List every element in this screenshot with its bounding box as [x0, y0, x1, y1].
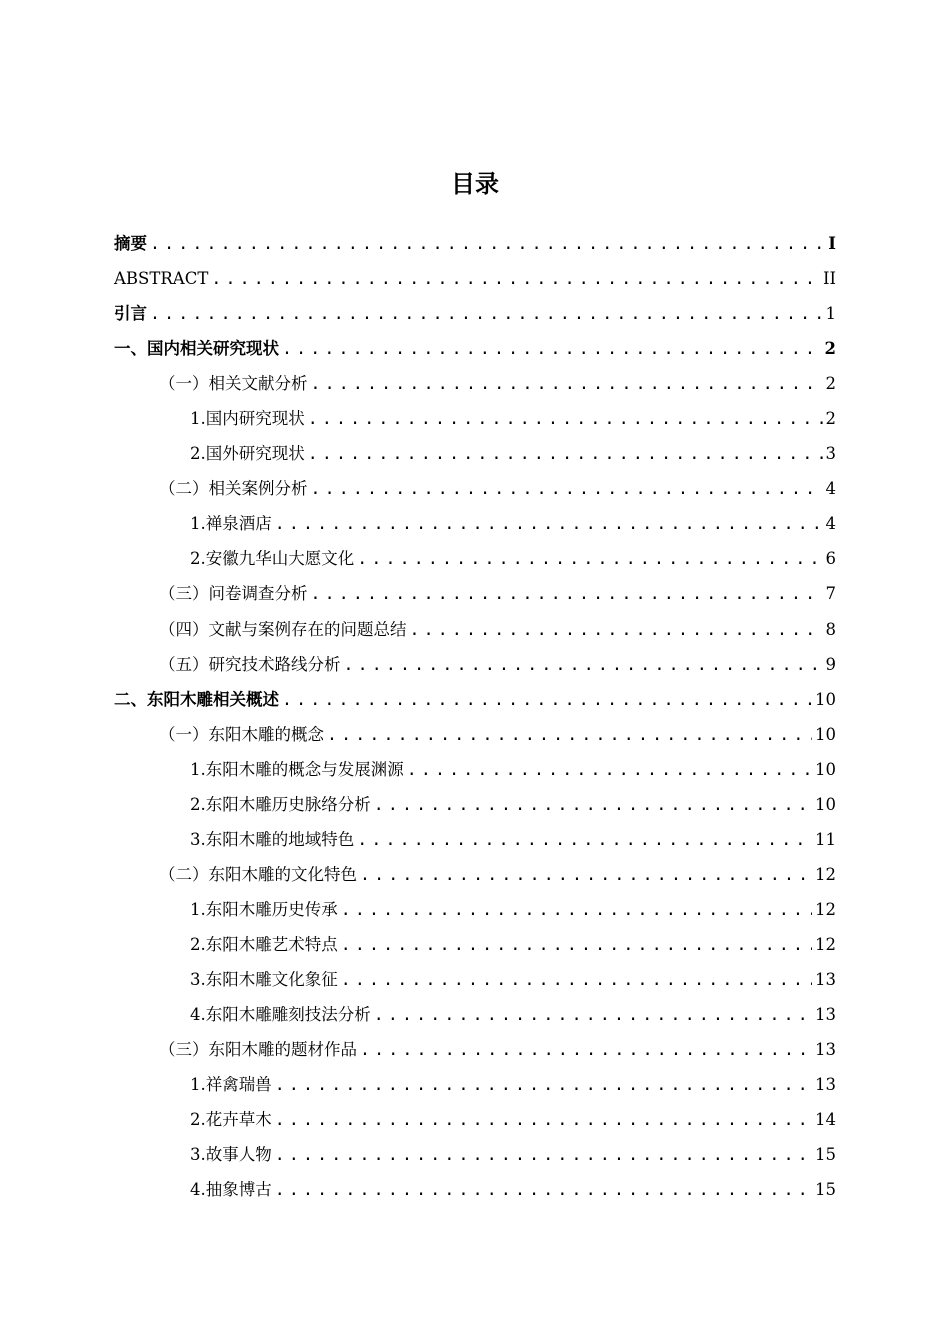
toc-entry[interactable] — [114, 825, 836, 860]
toc-entry[interactable] — [114, 439, 836, 474]
toc-entry-label: 摘要 — [114, 234, 147, 253]
toc-entry[interactable] — [114, 1000, 836, 1035]
toc-leader-dots — [407, 755, 812, 785]
toc-entry-label: 1.东阳木雕的概念与发展渊源 — [190, 759, 404, 779]
toc-entry-page: 15 — [815, 1180, 836, 1200]
toc-entry[interactable] — [114, 474, 836, 509]
toc-entry-label: 4.东阳木雕雕刻技法分析 — [190, 1005, 371, 1025]
toc-entry[interactable] — [114, 790, 836, 825]
toc-entry[interactable] — [114, 1175, 836, 1210]
toc-entry-label: 4.抽象博古 — [190, 1180, 272, 1200]
toc-entry-label: 一、国内相关研究现状 — [114, 339, 279, 359]
toc-leader-dots — [357, 544, 822, 574]
toc-entry-page: 10 — [815, 794, 836, 814]
toc-entry[interactable] — [114, 229, 836, 264]
toc-leader-dots — [344, 650, 823, 680]
toc-entry[interactable] — [114, 685, 836, 720]
toc-leader-dots — [360, 860, 812, 890]
toc-leader-dots — [282, 334, 822, 364]
toc-entry[interactable] — [114, 965, 836, 1000]
toc-entry[interactable] — [114, 264, 836, 299]
toc-leader-dots — [374, 1000, 812, 1030]
toc-entry-label: （四）文献与案例存在的问题总结 — [159, 619, 407, 639]
toc-entry-page: 12 — [815, 864, 836, 884]
toc-entry-page: 1 — [825, 304, 836, 324]
toc-leader-dots — [311, 579, 823, 609]
toc-leader-dots — [150, 229, 825, 259]
toc-entry-label: （三）问卷调查分析 — [159, 584, 308, 604]
toc-leader-dots — [275, 1070, 812, 1100]
toc-leader-dots — [282, 685, 812, 715]
toc-entry-page: 3 — [825, 444, 836, 464]
toc-entry[interactable] — [114, 369, 836, 404]
toc-entry[interactable] — [114, 755, 836, 790]
toc-entry-label: 2.东阳木雕历史脉络分析 — [190, 794, 371, 814]
toc-entry-page: 2 — [825, 374, 836, 394]
toc-entry[interactable] — [114, 895, 836, 930]
toc-leader-dots — [311, 369, 823, 399]
toc-entry[interactable] — [114, 1070, 836, 1105]
toc-entry-label: （一）东阳木雕的概念 — [159, 724, 324, 744]
table-of-contents — [114, 229, 836, 1210]
toc-entry-label: 3.东阳木雕的地域特色 — [190, 829, 355, 849]
toc-entry-page: 10 — [815, 689, 836, 709]
toc-entry-label: 2.东阳木雕艺术特点 — [190, 934, 338, 954]
toc-entry-label: 2.花卉草木 — [190, 1110, 272, 1130]
toc-leader-dots — [211, 264, 820, 294]
toc-leader-dots — [308, 439, 823, 469]
toc-entry[interactable] — [114, 650, 836, 685]
toc-entry-page: 13 — [815, 969, 836, 989]
toc-leader-dots — [357, 825, 812, 855]
toc-entry-page: 8 — [825, 619, 836, 639]
toc-entry-page: 9 — [825, 654, 836, 674]
toc-entry-page: 13 — [815, 1075, 836, 1095]
toc-leader-dots — [341, 895, 812, 925]
toc-leader-dots — [311, 474, 823, 504]
toc-entry-page: 7 — [825, 584, 836, 604]
toc-leader-dots — [275, 1175, 812, 1205]
toc-entry-page: I — [828, 234, 836, 253]
toc-entry-label: 3.故事人物 — [190, 1145, 272, 1165]
toc-entry[interactable] — [114, 930, 836, 965]
toc-entry-page: 12 — [815, 934, 836, 954]
toc-entry[interactable] — [114, 299, 836, 334]
toc-entry-page: 2 — [825, 409, 836, 429]
toc-entry-label: 1.国内研究现状 — [190, 409, 305, 429]
page-title: 目录 — [451, 170, 499, 198]
toc-entry-page: 10 — [815, 759, 836, 779]
toc-entry-label: 2.安徽九华山大愿文化 — [190, 549, 355, 569]
toc-entry[interactable] — [114, 544, 836, 579]
toc-entry-label: 2.国外研究现状 — [190, 444, 305, 464]
toc-entry-page: 12 — [815, 899, 836, 919]
toc-leader-dots — [327, 720, 812, 750]
toc-entry[interactable] — [114, 334, 836, 369]
toc-entry-label: （二）东阳木雕的文化特色 — [159, 864, 357, 884]
toc-entry-label: 1.禅泉酒店 — [190, 514, 272, 534]
toc-entry[interactable] — [114, 579, 836, 614]
toc-entry-label: （五）研究技术路线分析 — [159, 654, 341, 674]
toc-leader-dots — [308, 404, 823, 434]
toc-entry-label: 1.东阳木雕历史传承 — [190, 899, 338, 919]
toc-entry-page: 6 — [825, 549, 836, 569]
toc-entry-page: 2 — [824, 339, 836, 359]
toc-entry-page: 10 — [815, 724, 836, 744]
toc-entry-label: （二）相关案例分析 — [159, 479, 308, 499]
toc-entry-page: 14 — [815, 1110, 836, 1130]
toc-leader-dots — [410, 615, 823, 645]
toc-entry-label: （一）相关文献分析 — [159, 374, 308, 394]
toc-leader-dots — [341, 965, 812, 995]
toc-entry-label: 3.东阳木雕文化象征 — [190, 969, 338, 989]
toc-leader-dots — [275, 1105, 812, 1135]
toc-entry-label: 引言 — [114, 304, 147, 324]
toc-leader-dots — [360, 1035, 812, 1065]
toc-entry-page: 11 — [815, 829, 836, 849]
toc-leader-dots — [374, 790, 812, 820]
toc-entry-label: （三）东阳木雕的题材作品 — [159, 1040, 357, 1060]
toc-leader-dots — [275, 509, 823, 539]
toc-entry[interactable] — [114, 1140, 836, 1175]
toc-leader-dots — [341, 930, 812, 960]
toc-leader-dots — [150, 299, 823, 329]
toc-entry-page: 13 — [815, 1005, 836, 1025]
toc-entry[interactable] — [114, 404, 836, 439]
toc-entry[interactable] — [114, 720, 836, 755]
toc-entry-label: 1.祥禽瑞兽 — [190, 1075, 272, 1095]
toc-entry[interactable] — [114, 509, 836, 544]
toc-entry-label: ABSTRACT — [114, 269, 209, 289]
toc-entry-page: II — [822, 269, 836, 289]
toc-entry[interactable] — [114, 615, 836, 650]
toc-entry-page: 4 — [825, 514, 836, 534]
toc-entry[interactable] — [114, 1035, 836, 1070]
toc-entry[interactable] — [114, 860, 836, 895]
toc-entry-page: 13 — [815, 1040, 836, 1060]
toc-entry-label: 二、东阳木雕相关概述 — [114, 689, 279, 709]
toc-entry[interactable] — [114, 1105, 836, 1140]
toc-entry-page: 15 — [815, 1145, 836, 1165]
toc-leader-dots — [275, 1140, 812, 1170]
toc-entry-page: 4 — [825, 479, 836, 499]
